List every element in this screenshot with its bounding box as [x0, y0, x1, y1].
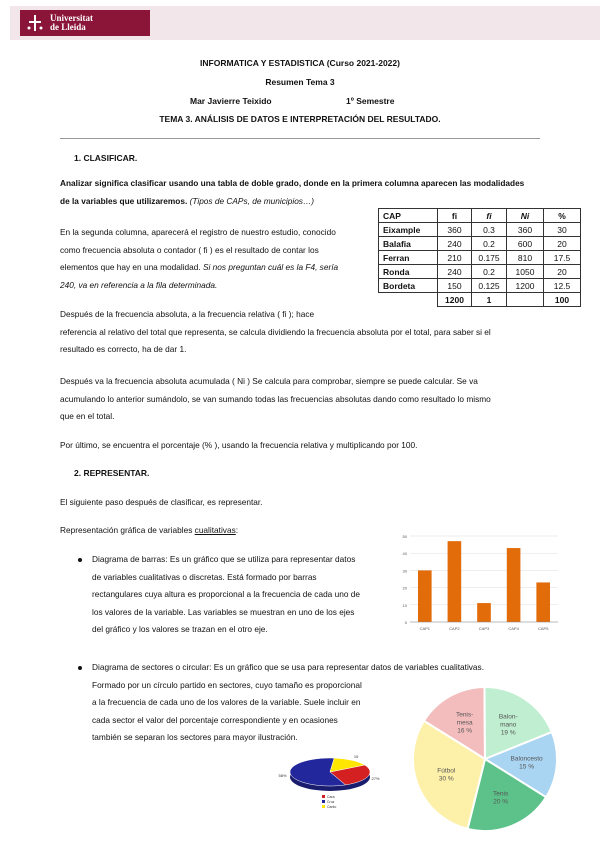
university-logo — [20, 10, 150, 36]
bar-chart — [392, 530, 562, 636]
frequency-table — [378, 208, 581, 307]
y-tick-label: 10 — [402, 602, 407, 608]
s1-p1-italic: (Tipos de CAPs, de municipios…) — [187, 195, 315, 206]
bar-chart-description — [92, 551, 388, 639]
s2-p2-underlined: cualitativas — [194, 525, 236, 535]
author-name: Mar Javierre Teixido — [190, 96, 272, 106]
s1-p2-line4: 240, va en referencia a la fila determinada. — [60, 279, 218, 290]
table-cell: 17.5 — [544, 251, 581, 265]
x-tick-label: CAP1 — [419, 626, 431, 631]
university-crest-icon — [24, 12, 46, 34]
s1-paragraph-1 — [60, 175, 550, 210]
divider — [60, 138, 540, 139]
legend-label: Canto — [327, 805, 337, 809]
table-cell: 150 — [438, 279, 472, 293]
table-cell — [507, 293, 544, 307]
y-tick-label: 0 — [404, 620, 407, 625]
s1-p2-line1: En la segunda columna, aparecerá el registro de nuestro estudio, conocido — [60, 227, 336, 237]
bar — [448, 541, 462, 622]
table-cell: Bordeta — [379, 279, 438, 293]
s1-p4-line2: acumulando lo anterior sumándolo, se van sumando todas las frecuencias absolutas dando como resultado lo mismo — [60, 393, 491, 404]
table-cell: 0.3 — [472, 223, 507, 237]
table-row — [379, 251, 581, 265]
pie-slice-label: Fútbol — [437, 767, 456, 775]
s1-paragraph-5: Por último, se encuentra el porcentaje (% ), usando la frecuencia relativa y multiplicando por 100. — [60, 440, 418, 450]
table-cell: 20 — [544, 237, 581, 251]
pie-slice-label: 30 % — [438, 775, 454, 783]
table-cell: 240 — [438, 237, 472, 251]
pie-slice-label: 58% — [278, 772, 287, 778]
legend-label: Cara — [327, 795, 335, 799]
s1-p2-italic: Si nos preguntan cuál es la F4, sería — [200, 262, 339, 272]
header — [0, 0, 600, 46]
y-tick-label: 30 — [402, 568, 407, 574]
pie-slice-label: Balon- — [498, 713, 518, 721]
b1-line1: Diagrama de barras: Es un gráfico que se utiliza para representar datos — [92, 554, 356, 564]
b1-line4: los valores de la variable. Las variables se muestran en uno de los ejes — [92, 606, 355, 617]
b1-line3: rectangulares cuya altura es proporcional a la frecuencia de cada uno de — [92, 589, 360, 599]
bar — [536, 582, 550, 622]
bar — [418, 570, 432, 622]
table-row — [379, 237, 581, 251]
b2-line2: Formado por un círculo partido en sectores, cuyo tamaño es proporcional — [92, 679, 362, 690]
summary-title: Resumen Tema 3 — [265, 77, 335, 87]
s1-p3-line1: Después de la frecuencia absoluta, a la frecuencia relativa ( fi ); hace — [60, 309, 315, 319]
table-cell: 1200 — [438, 293, 472, 307]
table-cell: 30 — [544, 223, 581, 237]
table-cell: 360 — [438, 223, 472, 237]
bar — [477, 603, 491, 622]
b1-line5: del gráfico y los valores se trazan en el otro eje. — [92, 624, 268, 634]
pie-slice-label: 20 % — [493, 798, 509, 806]
table-cell: 1 — [472, 293, 507, 307]
pie-slice-label: 15 % — [519, 763, 535, 771]
table-header-row — [379, 209, 581, 223]
table-header-cell: fi — [438, 209, 472, 223]
pie-slice-label: Tenis — [493, 790, 509, 798]
table-cell: 0.125 — [472, 279, 507, 293]
table-cell: 1200 — [507, 279, 544, 293]
x-tick-label: CAP3 — [478, 626, 490, 631]
section-1-heading: 1. CLASIFICAR. — [74, 153, 138, 163]
bar — [507, 548, 521, 622]
table-cell: 0.2 — [472, 237, 507, 251]
table-cell: 360 — [507, 223, 544, 237]
b2-line3: a la frecuencia de cada uno de los valores de la variable. Suele incluir en — [92, 697, 361, 707]
semester: 1º Semestre — [346, 96, 395, 106]
table-cell — [379, 293, 438, 307]
table-row — [379, 223, 581, 237]
pie-slice-label: 16 % — [457, 727, 473, 735]
s1-paragraph-3 — [60, 306, 550, 359]
table-header-cell: CAP — [379, 209, 438, 223]
table-header-cell: Ni — [507, 209, 544, 223]
s1-paragraph-2 — [60, 224, 372, 294]
table-total-row — [379, 293, 581, 307]
table-cell: 810 — [507, 251, 544, 265]
b1-line2: de variables cualitativas o discretas. Está formado por barras — [92, 571, 317, 582]
x-tick-label: CAP5 — [537, 626, 549, 631]
b2-line4: cada sector el valor del porcentaje correspondiente y en ocasiones — [92, 714, 338, 725]
pie-slice-label: 27% — [371, 776, 380, 782]
pie-slice-label: Tenis- — [455, 711, 474, 719]
table-cell: 100 — [544, 293, 581, 307]
table-row — [379, 265, 581, 279]
table-cell: Ferran — [379, 251, 438, 265]
pie-slice-label: mesa — [456, 719, 473, 727]
s1-paragraph-4 — [60, 373, 550, 426]
table-cell: 210 — [438, 251, 472, 265]
table-cell: 240 — [438, 265, 472, 279]
coin-pie-chart — [278, 750, 392, 820]
s1-p4-line3: que en el total. — [60, 411, 115, 421]
y-tick-label: 20 — [402, 585, 407, 591]
s2-paragraph-1: El siguiente paso después de clasificar, es representar. — [60, 497, 263, 507]
b2-line1: Diagrama de sectores o circular: Es un gráfico que se usa para representar datos de variables cualitativas. — [92, 662, 484, 672]
legend-swatch — [322, 795, 325, 798]
legend-swatch — [322, 805, 325, 808]
table-cell: 600 — [507, 237, 544, 251]
course-title: INFORMATICA Y ESTADISTICA (Curso 2021-2022) — [200, 58, 400, 68]
s1-p3-line2: referencia al relativo del total que representa, se calcula dividiendo la frecuencia absoluta por el total, para saber si el — [60, 326, 491, 337]
sports-pie-chart — [410, 684, 560, 834]
s1-p1-line2: de la variables que utilizaremos. — [60, 195, 188, 206]
legend-label: Cruz — [327, 800, 335, 804]
legend-swatch — [322, 800, 325, 803]
s2-p2-text: Representación gráfica de variables — [60, 525, 195, 535]
s2-p2-end: : — [235, 525, 239, 535]
table-header-cell: fi — [472, 209, 507, 223]
x-tick-label: CAP4 — [508, 626, 519, 631]
s1-p2-line3: elementos que hay en una modalidad. — [60, 262, 201, 272]
table-cell: 20 — [544, 265, 581, 279]
university-name: Universitat de Lleida — [50, 13, 93, 32]
table-cell: 0.2 — [472, 265, 507, 279]
y-tick-label: 40 — [402, 551, 407, 557]
table-cell: 0.175 — [472, 251, 507, 265]
table-cell: Balafia — [379, 237, 438, 251]
pie-slice-label: mano — [500, 721, 517, 729]
topic-title: TEMA 3. ANÁLISIS DE DATOS E INTERPRETACIÓN DEL RESULTADO. — [159, 114, 441, 124]
table-cell: Eixample — [379, 223, 438, 237]
x-tick-label: CAP2 — [449, 626, 460, 631]
s1-p4-line1: Después va la frecuencia absoluta acumulada ( Ni ) Se calcula para comprobar, siempre se puede calcular. Se va — [60, 376, 478, 386]
section-2-heading: 2. REPRESENTAR. — [74, 468, 150, 478]
pie-slice-label: Baloncesto — [510, 755, 543, 763]
s1-p1-line1: Analizar significa clasificar usando una tabla de doble grado, donde en la primera columna aparecen las modalidades — [60, 178, 525, 188]
table-cell: Ronda — [379, 265, 438, 279]
table-row — [379, 279, 581, 293]
bullet-icon — [78, 558, 82, 562]
bullet-icon — [78, 666, 82, 670]
y-tick-label: 50 — [402, 534, 407, 539]
table-cell: 1050 — [507, 265, 544, 279]
table-header-cell: % — [544, 209, 581, 223]
pie-slice-label: 15 — [353, 754, 359, 760]
b2-line5: también se separan los sectores para mayor ilustración. — [92, 732, 298, 742]
s1-p3-line3: resultado es correcto, ha de dar 1. — [60, 344, 187, 354]
s1-p2-line2: como frecuencia absoluta o contador ( fi ) es el resultado de contar los — [60, 244, 319, 255]
pie-slice-label: 19 % — [500, 729, 516, 737]
table-cell: 12.5 — [544, 279, 581, 293]
